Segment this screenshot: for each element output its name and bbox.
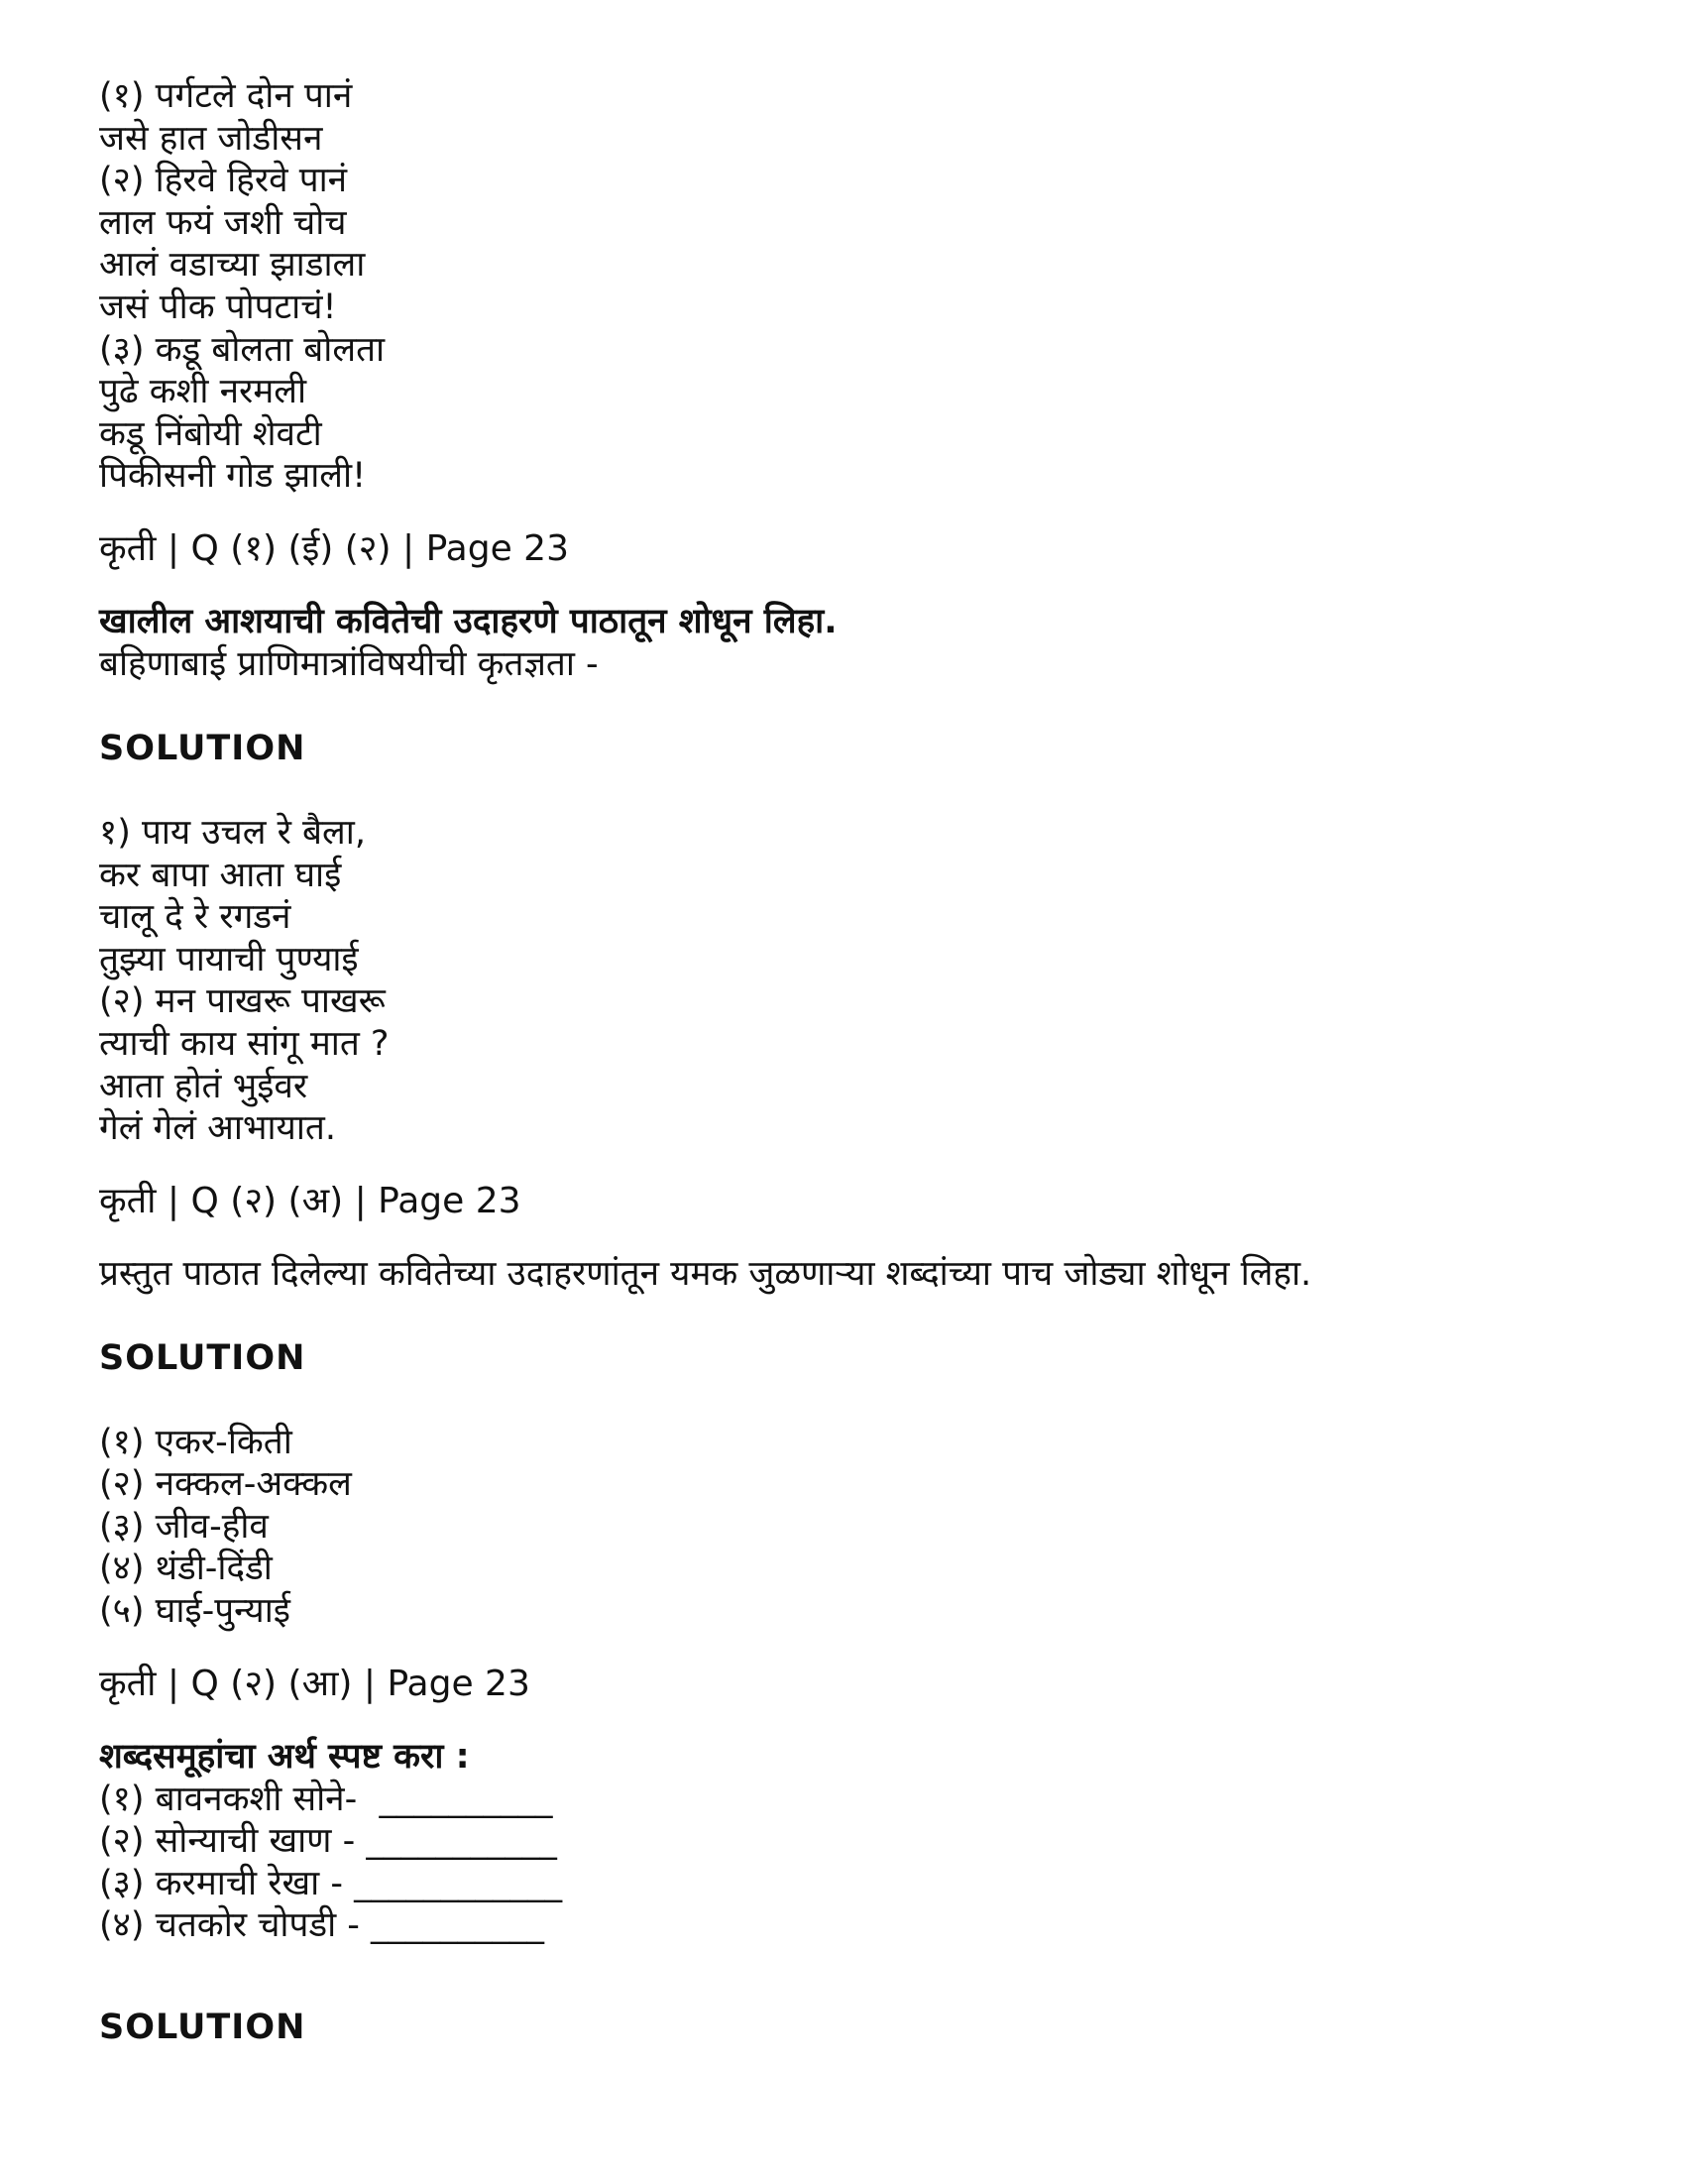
answer-line: (२) मन पाखरू पाखरू xyxy=(99,981,386,1022)
answer-line: (४) थंडी-दिंडी xyxy=(99,1549,273,1589)
solution-heading: SOLUTION xyxy=(99,1337,306,1378)
answer-line: (२) नक्कल-अक्कल xyxy=(99,1464,352,1505)
question-item: (३) करमाची रेखा - ____________ xyxy=(99,1863,563,1903)
solution-answer xyxy=(99,1422,1586,1633)
question-item: (४) चतकोर चोपडी - __________ xyxy=(99,1905,545,1946)
question-subtext: बहिणाबाई प्राणिमात्रांविषयीची कृतज्ञता - xyxy=(99,643,599,684)
poem-block-1 xyxy=(99,75,1586,498)
answer-line: चालू दे रे रगडनं xyxy=(99,897,291,938)
question-text: प्रस्तुत पाठात दिलेल्या कवितेच्या उदाहरणांतून यमक जुळणाऱ्या शब्दांच्या पाच जोड्या शोधून लिहा. xyxy=(99,1253,1312,1294)
solution-answer xyxy=(99,812,1586,1150)
solution-heading: SOLUTION xyxy=(99,728,306,768)
poem-line: (३) कडू बोलता बोलता xyxy=(99,329,386,370)
answer-line: तुझ्या पायाची पुण्याई xyxy=(99,939,359,979)
answer-line: (३) जीव-हीव xyxy=(99,1506,269,1547)
question-item: (१) बावनकशी सोने- __________ xyxy=(99,1779,553,1819)
solution-heading: SOLUTION xyxy=(99,2008,306,2048)
question-reference: कृती | Q (२) (अ) | Page 23 xyxy=(99,1180,521,1221)
answer-line: त्याची काय सांगू मात ? xyxy=(99,1023,390,1064)
poem-line: कडू निंबोयी शेवटी xyxy=(99,413,322,454)
answer-line: गेलं गेलं आभायात. xyxy=(99,1108,337,1149)
answer-line: (१) एकर-किती xyxy=(99,1422,292,1462)
answer-line: (५) घाई-पुन्याई xyxy=(99,1591,290,1632)
poem-line: जसं पीक पोपटाचं! xyxy=(99,287,337,327)
question-text: शब्दसमूहांचा अर्थ स्पष्ट करा : xyxy=(99,1736,470,1777)
poem-line: आलं वडाच्या झाडाला xyxy=(99,245,366,286)
poem-line: जसे हात जोडीसन xyxy=(99,118,323,159)
question-items xyxy=(99,1779,1586,1947)
question-reference: कृती | Q (१) (ई) (२) | Page 23 xyxy=(99,527,569,569)
answer-line: आता होतं भुईवर xyxy=(99,1066,308,1106)
question-text: खालील आशयाची कवितेची उदाहरणे पाठातून शोधून लिहा. xyxy=(99,601,838,641)
poem-line: (१) पर्गटले दोन पानं xyxy=(99,76,353,116)
question-reference: कृती | Q (२) (आ) | Page 23 xyxy=(99,1663,530,1704)
poem-line: लाल फयं जशी चोच xyxy=(99,202,347,243)
poem-line: पुढे कशी नरमली xyxy=(99,372,307,412)
document-page xyxy=(99,75,1586,2049)
answer-line: कर बापा आता घाई xyxy=(99,855,342,895)
question-item: (२) सोन्याची खाण - ___________ xyxy=(99,1821,557,1862)
answer-line: १) पाय उचल रे बैला, xyxy=(99,812,366,853)
poem-line: (२) हिरवे हिरवे पानं xyxy=(99,161,348,201)
poem-line: पिकीसनी गोड झाली! xyxy=(99,456,367,497)
